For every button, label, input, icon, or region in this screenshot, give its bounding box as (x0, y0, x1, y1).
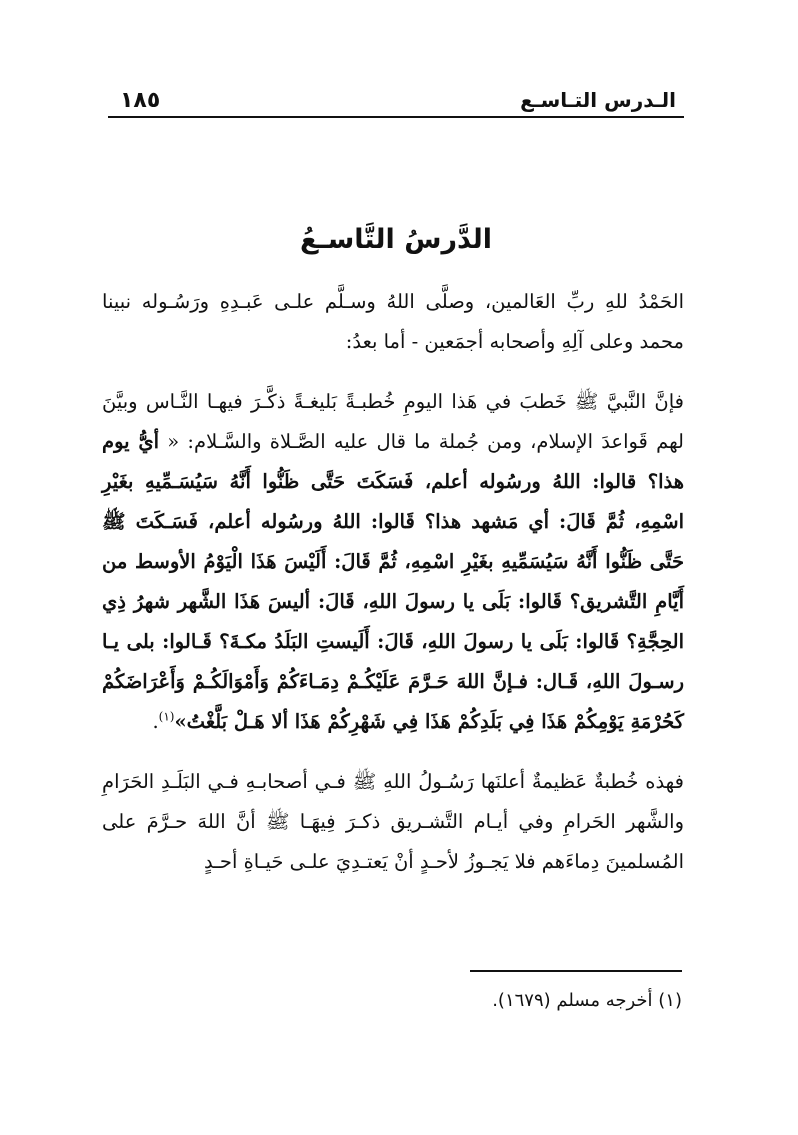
running-title: الـدرس التـاسـع (520, 88, 676, 112)
hadith-end: . (152, 710, 159, 733)
footnote: (١) أخرجه مسلم (١٦٧٩). (492, 990, 682, 1011)
running-header (108, 86, 684, 118)
footnote-marker: (١) (158, 709, 175, 724)
opening-paragraph: الحَمْدُ للهِ ربِّ العَالمين، وصلَّى اللهُ وسـلَّم علـى عَبـدِهِ ورَسُـوله نبينا محمد وعلى آلِهِ وأصحابه أجمَعين - أما بعدُ: (102, 290, 684, 353)
hadith-paragraph (102, 382, 684, 742)
footnote-divider (470, 970, 682, 972)
page-number: ١٨٥ (120, 88, 161, 113)
body-text (102, 282, 684, 882)
lesson-title: الدَّرسُ التَّاسـعُ (300, 224, 492, 255)
hadith-intro: فإنَّ النَّبيَّ ﷺ خَطبَ في هَذا اليومِ خُطبـةً بَليغـةً ذكَّـرَ فيهـا النَّـاس وبيَّنَ لهم قَواعدَ الإسلام، ومن جُملة ما قال عليه الصَّـلاة والسَّـلام: « (102, 390, 684, 453)
hadith-quote: أيُّ يوم هذا؟ قالوا: اللهُ ورسُوله أعلم، فَسَكَتَ حَتَّى ظَنُّوا أَنَّهُ سَيُسَـمِّيهِ بغَيْرِ اسْمِهِ، ثُمَّ قَالَ: أي مَشهد هذا؟ قَالوا: اللهُ ورسُوله أعلم، فَسَـكَتَ ﷺ حَتَّى ظَنُّوا أَنَّهُ سَيُسَمِّيهِ بغَيْرِ اسْمِهِ، ثُمَّ قَالَ: أَلَيْسَ هَذَا الْيَوْمُ الأوسط من أَيَّامِ التَّشريق؟ قَالوا: بَلَى يا رسولَ اللهِ، قَالَ: أليسَ هَذَا الشَّهر شهرُ ذِي الحِجَّةِ؟ قَالوا: بَلَى يا رسولَ اللهِ، قَالَ: أَلَيستِ البَلَدُ مكـةَ؟ قَـالوا: بلى يـا رسـولَ اللهِ، قَـال: فـإنَّ اللهَ حَـرَّمَ عَلَيْكُـمْ دِمَـاءَكُمْ وَأَمْوَالَكُـمْ وَأَعْرَاضَكُمْ كَحُرْمَةِ يَوْمِكُمْ هَذَا فِي بَلَدِكُمْ هَذَا فِي شَهْرِكُمْ هَذَا ألا هَـلْ بَلَّغْتُ» (102, 430, 684, 733)
commentary-paragraph: فهذه خُطبةٌ عَظيمةٌ أعلنَها رَسُـولُ اللهِ ﷺ فـي أصحابـهِ فـي البَلَـدِ الحَرَامِ والشَّهر الحَرامِ وفي أيـام التَّشـريق ذكـرَ فِيهَـا ﷺ أنَّ اللهَ حـرَّمَ على المُسلمينَ دِماءَهم فلا يَجـوزُ لأحـدٍ أنْ يَعتـدِيَ علـى حَيـاةِ أحـدٍ (102, 770, 684, 873)
